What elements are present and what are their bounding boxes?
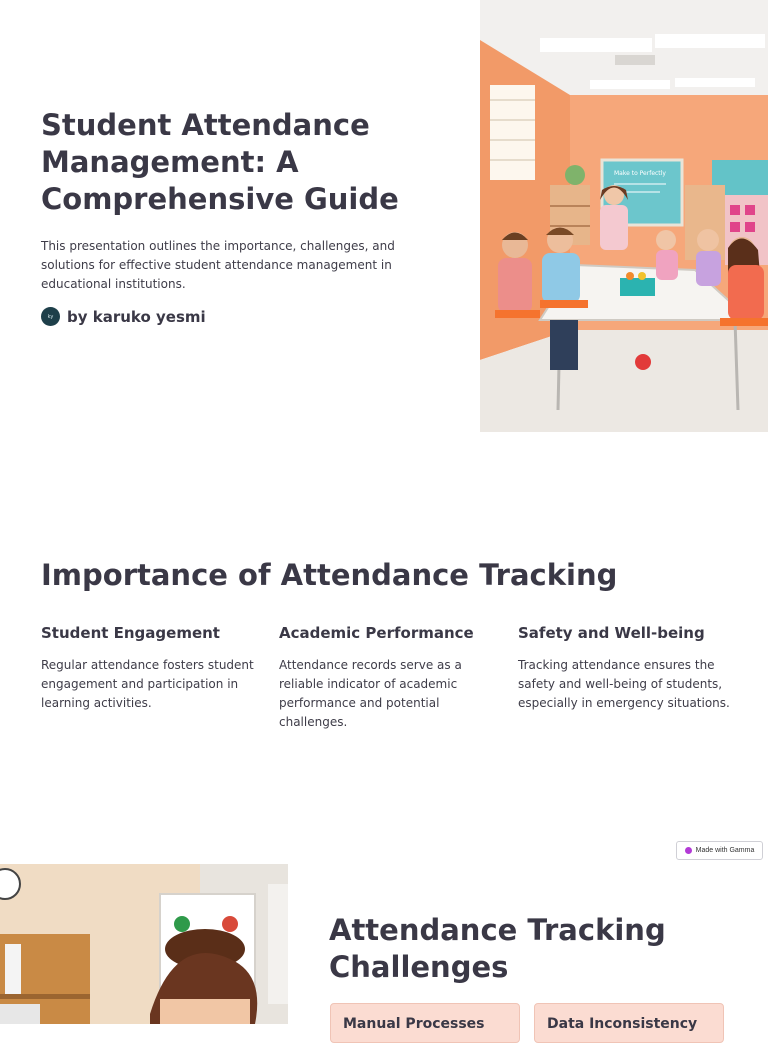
badge-label: Made with Gamma [695, 847, 755, 854]
importance-card-engagement [41, 624, 261, 713]
section-title: Importance of Attendance Tracking [41, 558, 618, 592]
importance-card-safety [518, 624, 738, 713]
teacher-image [0, 864, 288, 1024]
slide-description: This presentation outlines the importance, challenges, and solutions for effective student attendance management in educational institutions. [41, 239, 395, 291]
board-text: Make to Perfectly [614, 170, 666, 177]
classroom-illustration [480, 0, 768, 432]
challenge-card-manual: Manual Processes [330, 1003, 520, 1043]
card-body: Attendance records serve as a reliable indicator of academic performance and potential challenges. [279, 658, 462, 729]
challenge-card-inconsistency: Data Inconsistency [534, 1003, 724, 1043]
card-body: Regular attendance fosters student engagement and participation in learning activities. [41, 658, 254, 710]
challenges-title: Attendance Tracking Challenges [329, 913, 666, 984]
made-with-gamma-badge[interactable] [676, 841, 763, 860]
card-body: Tracking attendance ensures the safety and well-being of students, especially in emergency situations. [518, 658, 730, 710]
card-heading: Student Engagement [41, 624, 220, 642]
author-line [41, 307, 206, 326]
teacher-illustration [0, 864, 288, 1024]
author-name: by karuko yesmi [67, 307, 206, 326]
card-heading: Safety and Well-being [518, 624, 705, 642]
slide-title: Student Attendance Management: A Comprehensive Guide [41, 108, 399, 216]
classroom-image [480, 0, 768, 432]
importance-card-performance [279, 624, 499, 732]
gamma-logo-icon [685, 847, 692, 854]
card-heading: Academic Performance [279, 624, 474, 642]
avatar: ky [41, 307, 60, 326]
